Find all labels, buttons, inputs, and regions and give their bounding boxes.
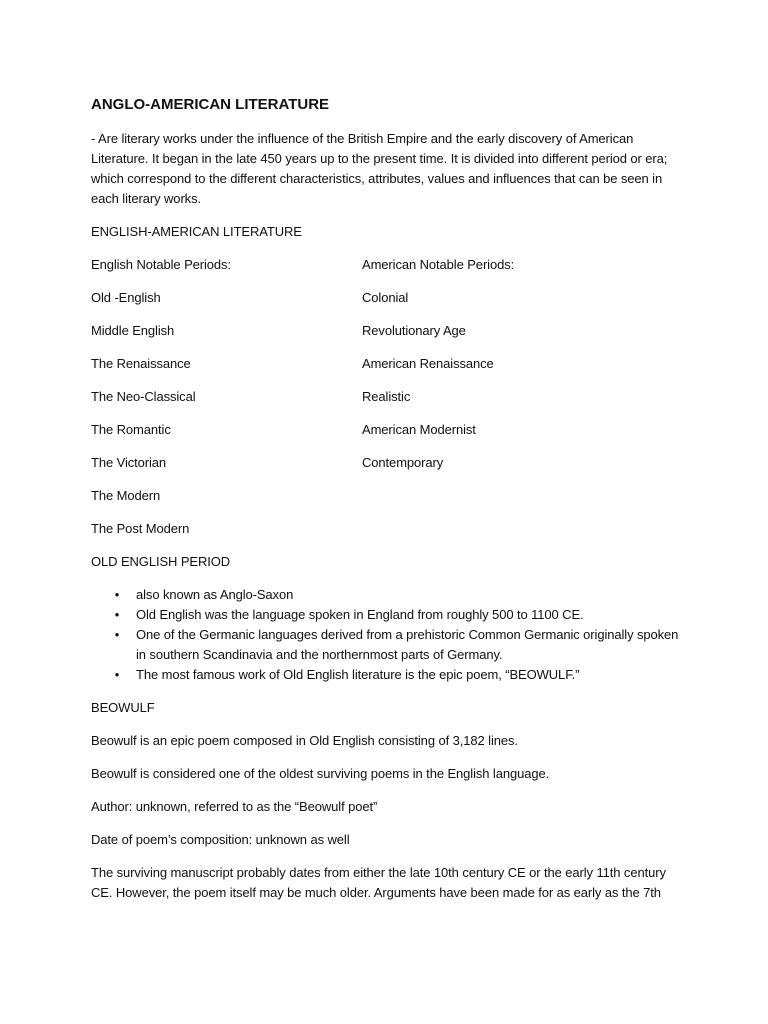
bullet-icon: •	[114, 587, 120, 602]
list-item-text: Old English was the language spoken in England from roughly 500 to 1100 CE.	[136, 607, 584, 622]
american-periods-header: American Notable Periods:	[362, 257, 515, 272]
old-english-bullets	[91, 585, 681, 685]
american-period-item: American Renaissance	[362, 356, 494, 371]
list-item	[91, 605, 681, 625]
english-period-item: Middle English	[91, 323, 175, 338]
bullet-icon: •	[114, 667, 120, 682]
list-item-text: The most famous work of Old English literature is the epic poem, “BEOWULF.”	[136, 667, 580, 682]
american-period-item: American Modernist	[362, 422, 476, 437]
document-content	[91, 95, 681, 916]
beowulf-paragraph: Date of poem’s composition: unknown as well	[91, 832, 350, 847]
list-item	[91, 585, 681, 605]
section-heading: ENGLISH-AMERICAN LITERATURE	[91, 224, 302, 239]
american-period-item: Contemporary	[362, 455, 444, 470]
old-english-heading: OLD ENGLISH PERIOD	[91, 554, 231, 569]
american-periods-column	[362, 255, 662, 552]
bullet-icon: •	[114, 627, 120, 642]
list-item-text: One of the Germanic languages derived from a prehistoric Common Germanic originally spoken in southern Scandinavia and the northernmost parts of Germany.	[136, 627, 679, 662]
document-title: ANGLO-AMERICAN LITERATURE	[91, 96, 330, 113]
bullet-icon: •	[114, 607, 120, 622]
english-period-item: The Modern	[91, 488, 161, 503]
periods-columns	[91, 255, 681, 552]
english-period-item: The Victorian	[91, 455, 167, 470]
list-item	[91, 625, 681, 665]
english-period-item: The Renaissance	[91, 356, 191, 371]
english-period-item: The Neo-Classical	[91, 389, 196, 404]
beowulf-paragraph: Author: unknown, referred to as the “Beowulf poet”	[91, 799, 378, 814]
english-period-item: Old -English	[91, 290, 161, 305]
intro-paragraph: - Are literary works under the influence of the British Empire and the early discovery of American Literature. It began in the late 450 years up to the present time. It is divided into different period or era; which correspond to the different characteristics, attributes, values and influences that can be seen in each literary works.	[91, 131, 668, 206]
english-periods-header: English Notable Periods:	[91, 257, 231, 272]
list-item-text: also known as Anglo-Saxon	[136, 587, 294, 602]
english-periods-column	[91, 255, 362, 552]
beowulf-paragraph: Beowulf is an epic poem composed in Old English consisting of 3,182 lines.	[91, 733, 518, 748]
beowulf-heading: BEOWULF	[91, 700, 155, 715]
american-period-item: Realistic	[362, 389, 411, 404]
beowulf-paragraph: The surviving manuscript probably dates from either the late 10th century CE or the early 11th century CE. However, the poem itself may be much older. Arguments have been made for as early as the 7th	[91, 865, 666, 900]
beowulf-paragraph: Beowulf is considered one of the oldest surviving poems in the English language.	[91, 766, 550, 781]
american-period-item: Colonial	[362, 290, 409, 305]
american-period-item: Revolutionary Age	[362, 323, 466, 338]
list-item	[91, 665, 681, 685]
english-period-item: The Post Modern	[91, 521, 190, 536]
english-period-item: The Romantic	[91, 422, 171, 437]
